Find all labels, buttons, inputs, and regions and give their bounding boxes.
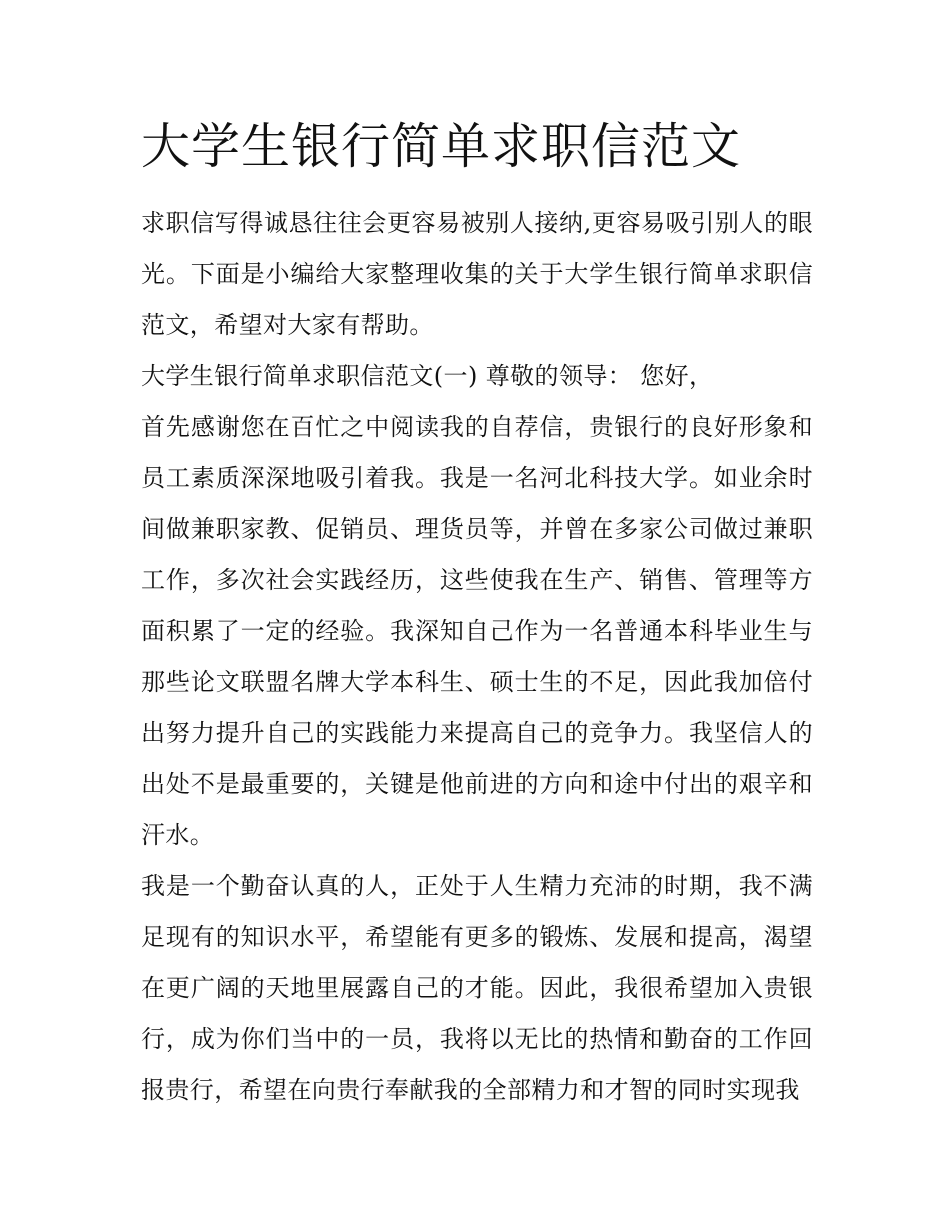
document-body [141, 198, 813, 1116]
paragraph-body-1: 首先感谢您在百忙之中阅读我的自荐信，贵银行的良好形象和员工素质深深地吸引着我。我是一名河北科技大学。如业余时间做兼职家教、促销员、理货员等，并曾在多家公司做过兼职工作，多次社会实践经历，这些使我在生产、销售、管理等方面积累了一定的经验。我深知自己作为一名普通本科毕业生与那些论文联盟名牌大学本科生、硕士生的不足，因此我加倍付出努力提升自己的实践能力来提高自己的竞争力。我坚信人的出处不是最重要的，关键是他前进的方向和途中付出的艰辛和汗水。 [141, 413, 813, 849]
document-title: 大学生银行简单求职信范文 [141, 118, 742, 175]
paragraph-intro: 求职信写得诚恳往往会更容易被别人接纳,更容易吸引别人的眼光。下面是小编给大家整理收集的关于大学生银行简单求职信范文，希望对大家有帮助。 [141, 209, 813, 339]
paragraph-salutation: 大学生银行简单求职信范文(一) 尊敬的领导： 您好， [141, 362, 714, 390]
paragraph-body-2: 我是一个勤奋认真的人，正处于人生精力充沛的时期，我不满足现有的知识水平，希望能有更多的锻炼、发展和提高，渴望在更广阔的天地里展露自己的才能。因此，我很希望加入贵银行，成为你们当中的一员，我将以无比的热情和勤奋的工作回报贵行，希望在向贵行奉献我的全部精力和才智的同时实现我 [141, 872, 813, 1104]
